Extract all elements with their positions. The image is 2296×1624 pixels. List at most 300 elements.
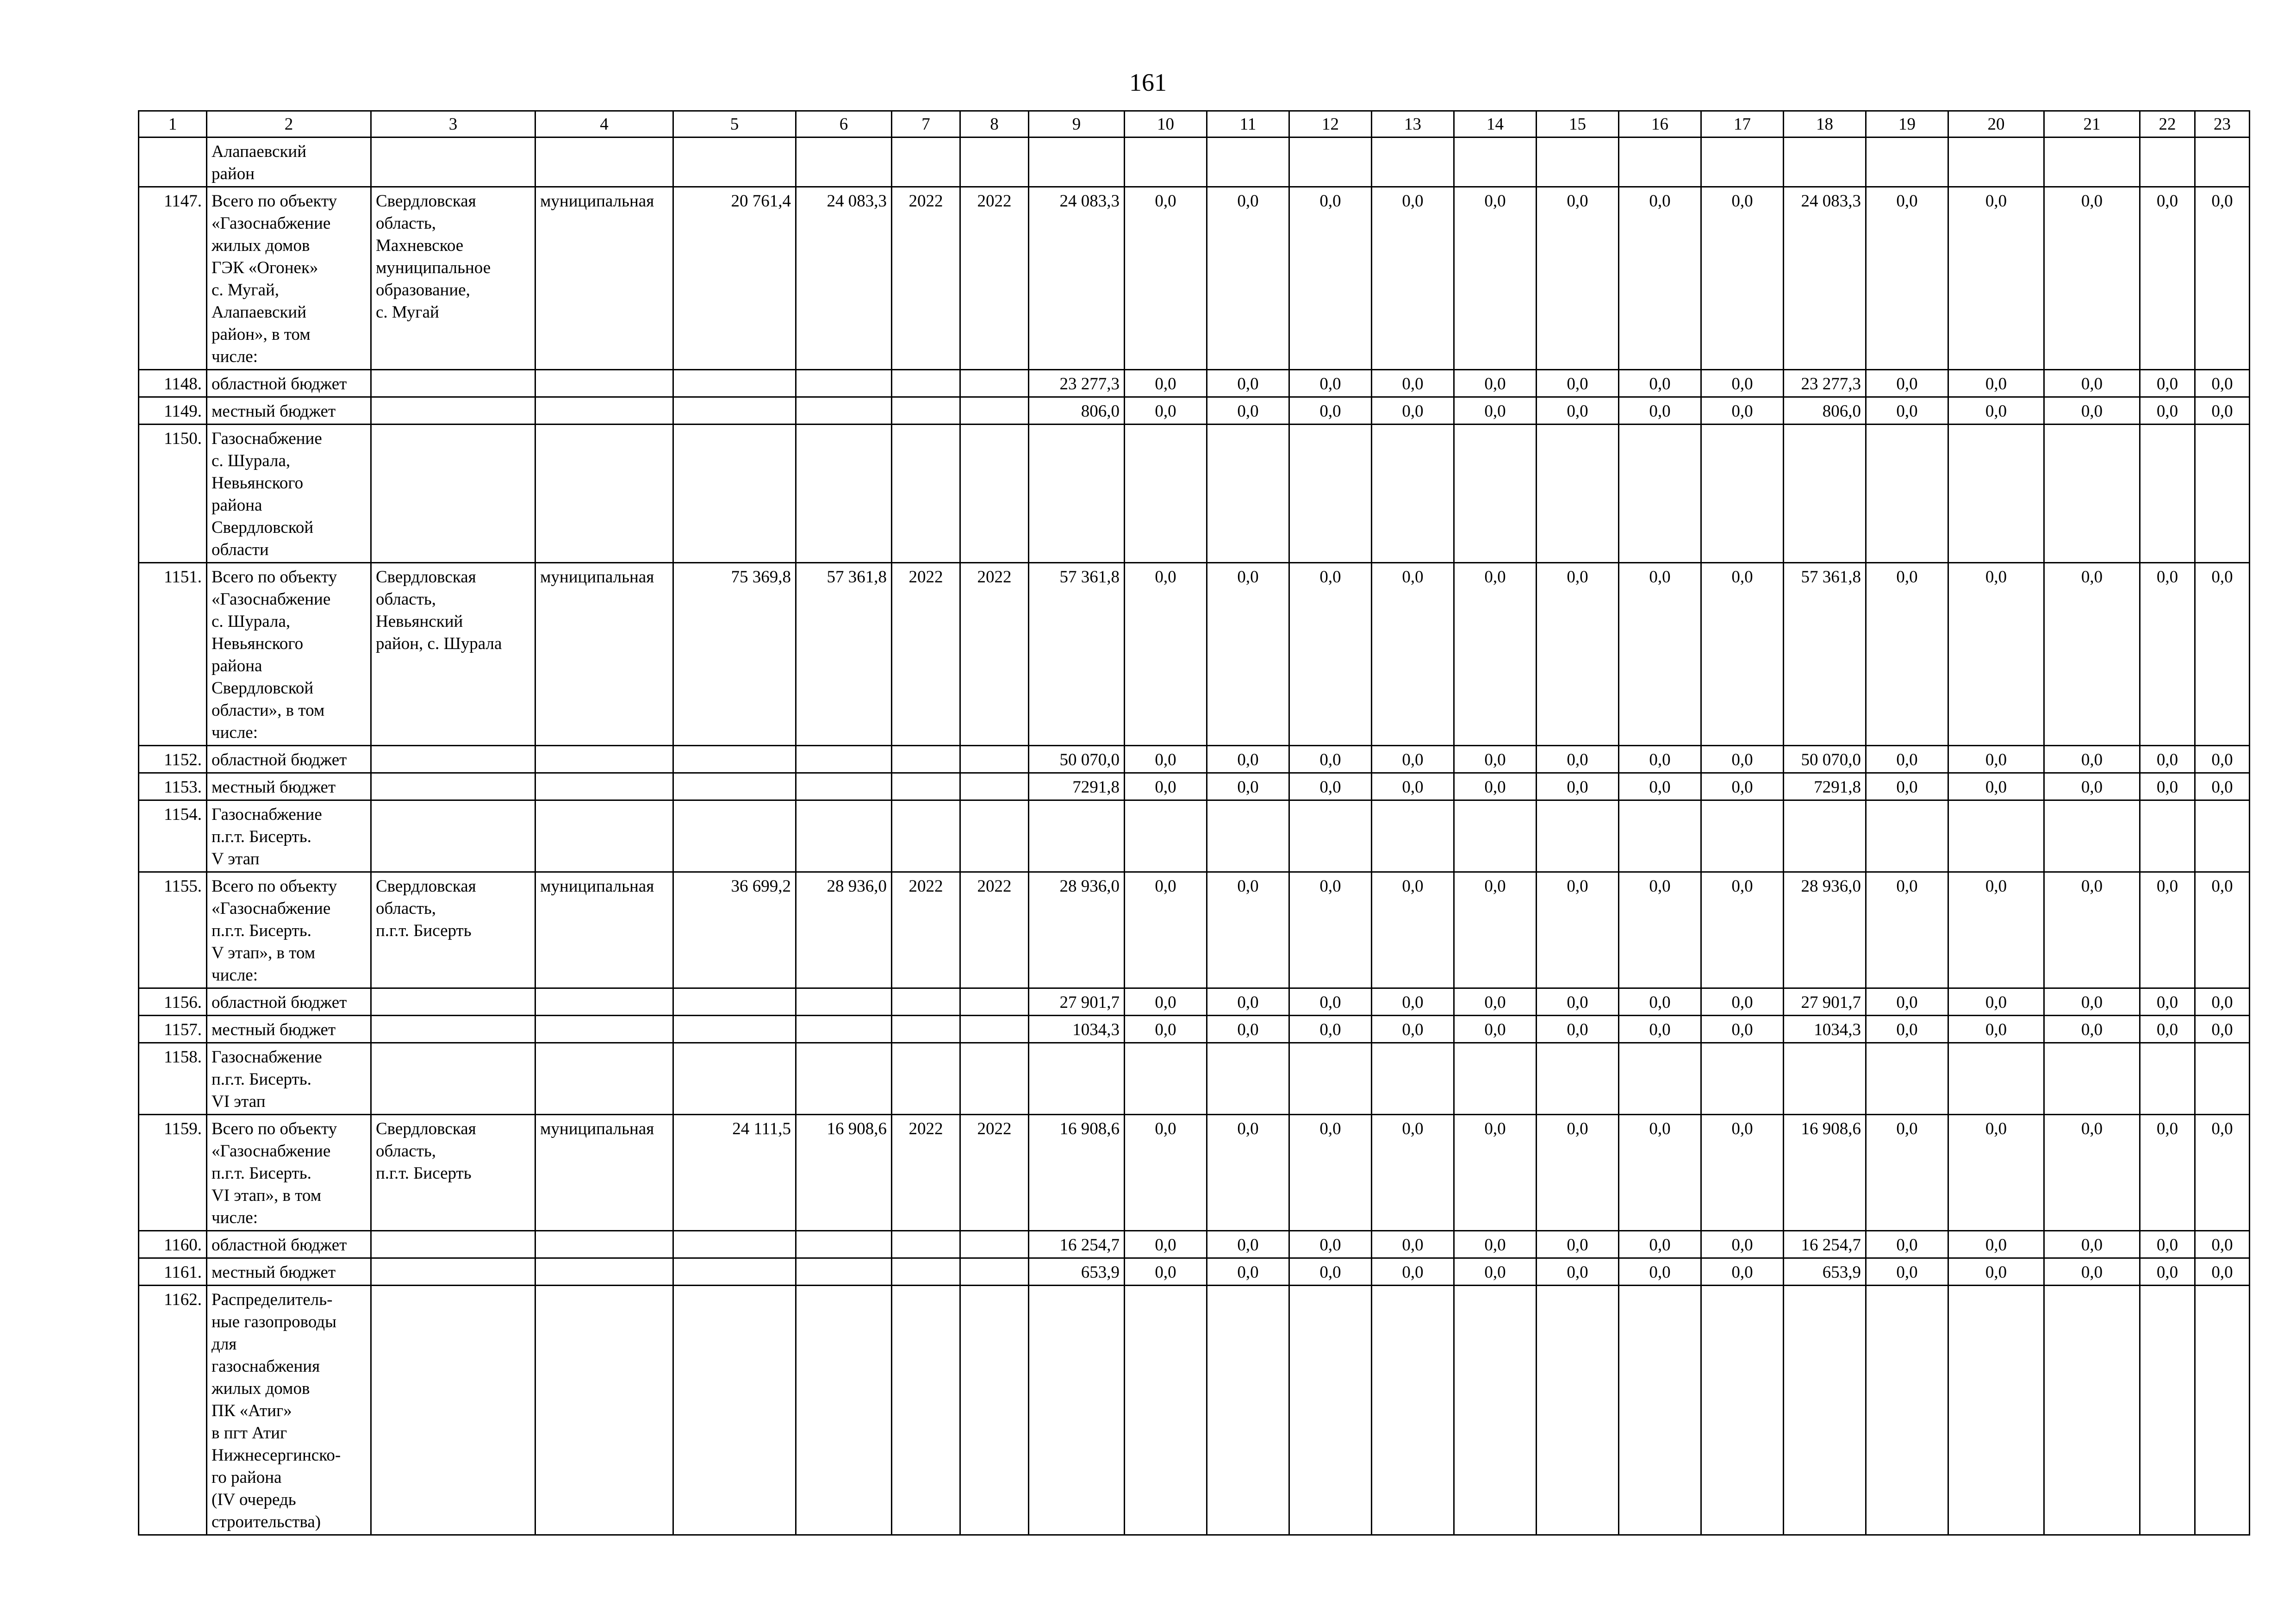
value-cell: 0,0 bbox=[2140, 187, 2195, 370]
value-cell: 0,0 bbox=[2195, 746, 2250, 773]
value-cell: 0,0 bbox=[1866, 397, 1948, 425]
value-cell bbox=[1866, 1286, 1948, 1535]
column-number-cell: 18 bbox=[1784, 111, 1866, 137]
value-cell: 0,0 bbox=[2195, 1231, 2250, 1258]
value-cell: 0,0 bbox=[1289, 563, 1372, 746]
value-cell: 0,0 bbox=[1454, 988, 1537, 1016]
end-year-cell: 2022 bbox=[960, 872, 1029, 988]
value-cell: 0,0 bbox=[2140, 563, 2195, 746]
table-row bbox=[139, 1016, 2250, 1043]
end-year-cell bbox=[960, 1231, 1029, 1258]
value-cell: 0,0 bbox=[2140, 746, 2195, 773]
value-cell bbox=[1619, 1043, 1701, 1115]
value-cell bbox=[2044, 1286, 2140, 1535]
value-cell: 0,0 bbox=[1537, 1016, 1619, 1043]
value-cell: 0,0 bbox=[1454, 563, 1537, 746]
table-row bbox=[139, 397, 2250, 425]
value-cell bbox=[1866, 1043, 1948, 1115]
ownership-cell bbox=[535, 800, 673, 872]
value-cell: 0,0 bbox=[1207, 1231, 1289, 1258]
value-cell: 0,0 bbox=[1701, 397, 1784, 425]
value-cell: 0,0 bbox=[1372, 1231, 1454, 1258]
value-cell: 0,0 bbox=[1619, 746, 1701, 773]
column-number-cell: 6 bbox=[796, 111, 892, 137]
value-cell: 0,0 bbox=[1701, 1231, 1784, 1258]
column-number-row bbox=[139, 111, 2250, 137]
value-cell bbox=[1784, 800, 1866, 872]
value-cell: 0,0 bbox=[1454, 187, 1537, 370]
value-cell bbox=[1289, 425, 1372, 563]
value-cell: 16 908,6 bbox=[1029, 1115, 1125, 1231]
value-cell: 0,0 bbox=[1866, 370, 1948, 397]
column-number-cell: 23 bbox=[2195, 111, 2250, 137]
cost-cell bbox=[796, 773, 892, 800]
end-year-cell: 2022 bbox=[960, 187, 1029, 370]
column-number-cell: 22 bbox=[2140, 111, 2195, 137]
row-number-cell: 1150. bbox=[139, 425, 207, 563]
value-cell: 0,0 bbox=[2044, 746, 2140, 773]
value-cell: 0,0 bbox=[1207, 397, 1289, 425]
row-number-cell: 1154. bbox=[139, 800, 207, 872]
end-year-cell bbox=[960, 1258, 1029, 1286]
value-cell: 7291,8 bbox=[1784, 773, 1866, 800]
row-number-cell: 1158. bbox=[139, 1043, 207, 1115]
cost-cell: 28 936,0 bbox=[796, 872, 892, 988]
value-cell: 0,0 bbox=[2140, 1115, 2195, 1231]
value-cell: 0,0 bbox=[1125, 187, 1207, 370]
ownership-cell bbox=[535, 746, 673, 773]
value-cell: 653,9 bbox=[1029, 1258, 1125, 1286]
value-cell: 0,0 bbox=[2044, 370, 2140, 397]
value-cell bbox=[2044, 1043, 2140, 1115]
cost-cell: 16 908,6 bbox=[796, 1115, 892, 1231]
value-cell bbox=[1619, 800, 1701, 872]
value-cell bbox=[1207, 425, 1289, 563]
column-number-cell: 14 bbox=[1454, 111, 1537, 137]
value-cell: 0,0 bbox=[1537, 988, 1619, 1016]
estimated-cost-cell: 20 761,4 bbox=[673, 187, 796, 370]
row-number-cell: 1147. bbox=[139, 187, 207, 370]
column-number-cell: 4 bbox=[535, 111, 673, 137]
value-cell: 0,0 bbox=[1701, 746, 1784, 773]
ownership-cell bbox=[535, 1286, 673, 1535]
value-cell bbox=[2044, 425, 2140, 563]
row-number-cell: 1152. bbox=[139, 746, 207, 773]
object-name-cell: местный бюджет bbox=[207, 1258, 371, 1286]
value-cell bbox=[1701, 425, 1784, 563]
value-cell bbox=[1866, 800, 1948, 872]
value-cell: 0,0 bbox=[1289, 370, 1372, 397]
end-year-cell bbox=[960, 800, 1029, 872]
end-year-cell bbox=[960, 746, 1029, 773]
estimated-cost-cell bbox=[673, 1286, 796, 1535]
value-cell bbox=[1207, 1286, 1289, 1535]
value-cell bbox=[2195, 1043, 2250, 1115]
value-cell bbox=[1948, 425, 2044, 563]
value-cell bbox=[1289, 137, 1372, 187]
table-row bbox=[139, 425, 2250, 563]
table-row bbox=[139, 872, 2250, 988]
value-cell: 0,0 bbox=[1125, 1115, 1207, 1231]
column-number-cell: 21 bbox=[2044, 111, 2140, 137]
value-cell bbox=[2140, 137, 2195, 187]
location-cell bbox=[371, 370, 535, 397]
object-name-cell: областной бюджет bbox=[207, 1231, 371, 1258]
value-cell: 0,0 bbox=[1948, 988, 2044, 1016]
value-cell: 0,0 bbox=[1948, 187, 2044, 370]
ownership-cell bbox=[535, 397, 673, 425]
cost-cell bbox=[796, 1258, 892, 1286]
value-cell: 0,0 bbox=[1372, 563, 1454, 746]
value-cell bbox=[2195, 137, 2250, 187]
value-cell bbox=[2044, 137, 2140, 187]
ownership-cell bbox=[535, 988, 673, 1016]
value-cell: 0,0 bbox=[2195, 872, 2250, 988]
value-cell: 0,0 bbox=[1537, 773, 1619, 800]
location-cell bbox=[371, 773, 535, 800]
value-cell bbox=[1029, 1286, 1125, 1535]
object-name-cell: местный бюджет bbox=[207, 1016, 371, 1043]
ownership-cell: муниципальная bbox=[535, 872, 673, 988]
value-cell bbox=[2140, 800, 2195, 872]
value-cell: 0,0 bbox=[1619, 872, 1701, 988]
value-cell: 0,0 bbox=[2044, 1258, 2140, 1286]
value-cell bbox=[1619, 1286, 1701, 1535]
start-year-cell bbox=[892, 1231, 960, 1258]
value-cell: 0,0 bbox=[1289, 746, 1372, 773]
value-cell: 0,0 bbox=[1207, 872, 1289, 988]
end-year-cell bbox=[960, 425, 1029, 563]
value-cell: 0,0 bbox=[1207, 1115, 1289, 1231]
value-cell: 0,0 bbox=[1948, 563, 2044, 746]
start-year-cell bbox=[892, 137, 960, 187]
value-cell bbox=[2195, 800, 2250, 872]
value-cell: 1034,3 bbox=[1029, 1016, 1125, 1043]
ownership-cell bbox=[535, 1043, 673, 1115]
table-row bbox=[139, 773, 2250, 800]
column-number-cell: 12 bbox=[1289, 111, 1372, 137]
ownership-cell: муниципальная bbox=[535, 187, 673, 370]
value-cell bbox=[1948, 137, 2044, 187]
value-cell: 653,9 bbox=[1784, 1258, 1866, 1286]
object-name-cell: Всего по объекту «Газоснабжение жилых домов ГЭК «Огонек» с. Мугай, Алапаевский район», в том числе: bbox=[207, 187, 371, 370]
column-number-cell: 17 bbox=[1701, 111, 1784, 137]
object-name-cell: Всего по объекту «Газоснабжение п.г.т. Бисерть. V этап», в том числе: bbox=[207, 872, 371, 988]
estimated-cost-cell bbox=[673, 988, 796, 1016]
start-year-cell bbox=[892, 1043, 960, 1115]
value-cell: 0,0 bbox=[1619, 1115, 1701, 1231]
row-number-cell bbox=[139, 137, 207, 187]
value-cell: 0,0 bbox=[1948, 370, 2044, 397]
value-cell: 0,0 bbox=[1454, 1258, 1537, 1286]
row-number-cell: 1153. bbox=[139, 773, 207, 800]
value-cell bbox=[1866, 425, 1948, 563]
value-cell: 0,0 bbox=[1125, 563, 1207, 746]
value-cell: 0,0 bbox=[1948, 397, 2044, 425]
value-cell bbox=[1454, 800, 1537, 872]
ownership-cell bbox=[535, 425, 673, 563]
value-cell bbox=[1537, 425, 1619, 563]
table-row bbox=[139, 137, 2250, 187]
value-cell: 0,0 bbox=[2195, 773, 2250, 800]
value-cell bbox=[1289, 1286, 1372, 1535]
value-cell: 0,0 bbox=[1125, 988, 1207, 1016]
value-cell bbox=[1537, 1286, 1619, 1535]
cost-cell: 24 083,3 bbox=[796, 187, 892, 370]
value-cell bbox=[1125, 1286, 1207, 1535]
value-cell: 0,0 bbox=[1701, 1258, 1784, 1286]
column-number-cell: 13 bbox=[1372, 111, 1454, 137]
value-cell bbox=[2140, 1043, 2195, 1115]
start-year-cell: 2022 bbox=[892, 563, 960, 746]
end-year-cell bbox=[960, 370, 1029, 397]
value-cell: 0,0 bbox=[1454, 872, 1537, 988]
value-cell: 0,0 bbox=[1619, 1231, 1701, 1258]
value-cell: 0,0 bbox=[1866, 1115, 1948, 1231]
value-cell: 7291,8 bbox=[1029, 773, 1125, 800]
column-number-cell: 9 bbox=[1029, 111, 1125, 137]
value-cell: 0,0 bbox=[2140, 988, 2195, 1016]
location-cell: Свердловская область, Махневское муниципальное образование, с. Мугай bbox=[371, 187, 535, 370]
column-number-cell: 3 bbox=[371, 111, 535, 137]
value-cell: 0,0 bbox=[1207, 1258, 1289, 1286]
value-cell: 27 901,7 bbox=[1029, 988, 1125, 1016]
value-cell: 0,0 bbox=[1125, 872, 1207, 988]
cost-cell bbox=[796, 370, 892, 397]
value-cell: 0,0 bbox=[1289, 187, 1372, 370]
column-number-cell: 10 bbox=[1125, 111, 1207, 137]
value-cell: 0,0 bbox=[1619, 397, 1701, 425]
value-cell bbox=[1537, 800, 1619, 872]
value-cell: 0,0 bbox=[2195, 563, 2250, 746]
value-cell bbox=[1372, 800, 1454, 872]
object-name-cell: Всего по объекту «Газоснабжение с. Шурала, Невьянского района Свердловской области», в том числе: bbox=[207, 563, 371, 746]
cost-cell bbox=[796, 988, 892, 1016]
column-number-cell: 19 bbox=[1866, 111, 1948, 137]
value-cell: 0,0 bbox=[1948, 1231, 2044, 1258]
object-name-cell: областной бюджет bbox=[207, 370, 371, 397]
value-cell: 0,0 bbox=[1948, 746, 2044, 773]
value-cell: 0,0 bbox=[1372, 872, 1454, 988]
value-cell: 0,0 bbox=[1537, 397, 1619, 425]
value-cell: 0,0 bbox=[1701, 187, 1784, 370]
value-cell: 0,0 bbox=[1537, 563, 1619, 746]
value-cell: 0,0 bbox=[2140, 370, 2195, 397]
end-year-cell bbox=[960, 397, 1029, 425]
location-cell bbox=[371, 746, 535, 773]
value-cell: 0,0 bbox=[1125, 773, 1207, 800]
value-cell: 16 254,7 bbox=[1029, 1231, 1125, 1258]
value-cell bbox=[2140, 1286, 2195, 1535]
cost-cell: 57 361,8 bbox=[796, 563, 892, 746]
table-row bbox=[139, 563, 2250, 746]
value-cell: 0,0 bbox=[1289, 988, 1372, 1016]
value-cell: 0,0 bbox=[2140, 1258, 2195, 1286]
value-cell: 0,0 bbox=[1372, 988, 1454, 1016]
table-row bbox=[139, 1115, 2250, 1231]
start-year-cell bbox=[892, 1016, 960, 1043]
value-cell bbox=[1372, 137, 1454, 187]
value-cell: 0,0 bbox=[2044, 563, 2140, 746]
value-cell: 50 070,0 bbox=[1784, 746, 1866, 773]
end-year-cell bbox=[960, 137, 1029, 187]
value-cell: 0,0 bbox=[1125, 1016, 1207, 1043]
value-cell: 24 083,3 bbox=[1784, 187, 1866, 370]
row-number-cell: 1151. bbox=[139, 563, 207, 746]
value-cell bbox=[1125, 1043, 1207, 1115]
value-cell: 0,0 bbox=[1207, 563, 1289, 746]
value-cell bbox=[1784, 1043, 1866, 1115]
value-cell: 0,0 bbox=[1289, 773, 1372, 800]
value-cell: 0,0 bbox=[1372, 773, 1454, 800]
value-cell bbox=[1784, 137, 1866, 187]
budget-table bbox=[138, 110, 2250, 1536]
row-number-cell: 1156. bbox=[139, 988, 207, 1016]
value-cell bbox=[1948, 1043, 2044, 1115]
location-cell: Свердловская область, Невьянский район, с. Шурала bbox=[371, 563, 535, 746]
location-cell bbox=[371, 397, 535, 425]
value-cell: 0,0 bbox=[1619, 187, 1701, 370]
value-cell: 0,0 bbox=[2195, 1016, 2250, 1043]
start-year-cell bbox=[892, 425, 960, 563]
end-year-cell bbox=[960, 1016, 1029, 1043]
table-row bbox=[139, 1258, 2250, 1286]
value-cell: 23 277,3 bbox=[1029, 370, 1125, 397]
estimated-cost-cell bbox=[673, 1258, 796, 1286]
value-cell bbox=[2195, 425, 2250, 563]
value-cell: 0,0 bbox=[2140, 872, 2195, 988]
value-cell bbox=[1372, 1286, 1454, 1535]
object-name-cell: областной бюджет bbox=[207, 746, 371, 773]
value-cell: 16 908,6 bbox=[1784, 1115, 1866, 1231]
value-cell: 0,0 bbox=[2195, 988, 2250, 1016]
value-cell: 0,0 bbox=[1454, 370, 1537, 397]
column-number-cell: 15 bbox=[1537, 111, 1619, 137]
value-cell: 0,0 bbox=[1701, 1016, 1784, 1043]
value-cell: 0,0 bbox=[1454, 746, 1537, 773]
value-cell: 0,0 bbox=[1537, 1258, 1619, 1286]
value-cell: 806,0 bbox=[1029, 397, 1125, 425]
value-cell: 0,0 bbox=[2140, 1231, 2195, 1258]
value-cell: 0,0 bbox=[1701, 1115, 1784, 1231]
value-cell: 0,0 bbox=[1948, 1115, 2044, 1231]
value-cell: 0,0 bbox=[1619, 1258, 1701, 1286]
value-cell: 0,0 bbox=[1207, 773, 1289, 800]
value-cell: 0,0 bbox=[1207, 370, 1289, 397]
value-cell bbox=[1454, 1043, 1537, 1115]
value-cell: 0,0 bbox=[1701, 370, 1784, 397]
value-cell bbox=[1537, 1043, 1619, 1115]
value-cell: 0,0 bbox=[1372, 1115, 1454, 1231]
value-cell bbox=[1029, 137, 1125, 187]
start-year-cell bbox=[892, 746, 960, 773]
value-cell: 0,0 bbox=[2044, 187, 2140, 370]
cost-cell bbox=[796, 397, 892, 425]
column-number-cell: 16 bbox=[1619, 111, 1701, 137]
value-cell: 0,0 bbox=[1372, 1016, 1454, 1043]
value-cell: 0,0 bbox=[1866, 773, 1948, 800]
value-cell bbox=[1125, 137, 1207, 187]
value-cell: 0,0 bbox=[1701, 872, 1784, 988]
value-cell: 0,0 bbox=[1125, 1231, 1207, 1258]
start-year-cell: 2022 bbox=[892, 1115, 960, 1231]
value-cell bbox=[1701, 1043, 1784, 1115]
value-cell bbox=[1701, 1286, 1784, 1535]
value-cell: 0,0 bbox=[1289, 397, 1372, 425]
value-cell: 0,0 bbox=[1125, 1258, 1207, 1286]
value-cell: 0,0 bbox=[1207, 1016, 1289, 1043]
estimated-cost-cell bbox=[673, 137, 796, 187]
value-cell: 0,0 bbox=[1289, 1258, 1372, 1286]
value-cell: 0,0 bbox=[2044, 1016, 2140, 1043]
value-cell: 28 936,0 bbox=[1784, 872, 1866, 988]
row-number-cell: 1157. bbox=[139, 1016, 207, 1043]
start-year-cell bbox=[892, 1258, 960, 1286]
value-cell: 0,0 bbox=[1454, 1016, 1537, 1043]
value-cell: 0,0 bbox=[1372, 746, 1454, 773]
location-cell bbox=[371, 1231, 535, 1258]
estimated-cost-cell bbox=[673, 746, 796, 773]
value-cell: 0,0 bbox=[1866, 187, 1948, 370]
value-cell bbox=[1372, 1043, 1454, 1115]
start-year-cell bbox=[892, 988, 960, 1016]
cost-cell bbox=[796, 137, 892, 187]
value-cell: 0,0 bbox=[1866, 1016, 1948, 1043]
location-cell bbox=[371, 1016, 535, 1043]
location-cell: Свердловская область, п.г.т. Бисерть bbox=[371, 872, 535, 988]
value-cell: 0,0 bbox=[1866, 746, 1948, 773]
value-cell: 0,0 bbox=[1454, 397, 1537, 425]
value-cell bbox=[1948, 800, 2044, 872]
value-cell: 0,0 bbox=[1125, 746, 1207, 773]
value-cell: 0,0 bbox=[1948, 1258, 2044, 1286]
estimated-cost-cell bbox=[673, 425, 796, 563]
start-year-cell: 2022 bbox=[892, 187, 960, 370]
ownership-cell: муниципальная bbox=[535, 1115, 673, 1231]
value-cell: 0,0 bbox=[1701, 988, 1784, 1016]
ownership-cell bbox=[535, 370, 673, 397]
value-cell: 0,0 bbox=[1372, 397, 1454, 425]
value-cell: 0,0 bbox=[1207, 187, 1289, 370]
value-cell: 0,0 bbox=[2140, 397, 2195, 425]
cost-cell bbox=[796, 1016, 892, 1043]
estimated-cost-cell bbox=[673, 397, 796, 425]
value-cell: 0,0 bbox=[1948, 773, 2044, 800]
value-cell bbox=[1372, 425, 1454, 563]
column-number-cell: 7 bbox=[892, 111, 960, 137]
value-cell: 0,0 bbox=[1948, 872, 2044, 988]
value-cell: 16 254,7 bbox=[1784, 1231, 1866, 1258]
value-cell: 0,0 bbox=[2195, 1258, 2250, 1286]
end-year-cell bbox=[960, 988, 1029, 1016]
value-cell: 0,0 bbox=[1537, 1115, 1619, 1231]
value-cell: 0,0 bbox=[1372, 370, 1454, 397]
object-name-cell: Распределитель- ные газопроводы для газоснабжения жилых домов ПК «Атиг» в пгт Атиг Нижнесергинско- го района (IV очередь строительства) bbox=[207, 1286, 371, 1535]
start-year-cell bbox=[892, 397, 960, 425]
column-number-cell: 20 bbox=[1948, 111, 2044, 137]
table-row bbox=[139, 187, 2250, 370]
location-cell bbox=[371, 425, 535, 563]
value-cell bbox=[1454, 1286, 1537, 1535]
object-name-cell: Газоснабжение п.г.т. Бисерть. VI этап bbox=[207, 1043, 371, 1115]
estimated-cost-cell bbox=[673, 1016, 796, 1043]
location-cell bbox=[371, 800, 535, 872]
table-row bbox=[139, 800, 2250, 872]
estimated-cost-cell: 24 111,5 bbox=[673, 1115, 796, 1231]
start-year-cell bbox=[892, 1286, 960, 1535]
row-number-cell: 1155. bbox=[139, 872, 207, 988]
value-cell bbox=[2140, 425, 2195, 563]
